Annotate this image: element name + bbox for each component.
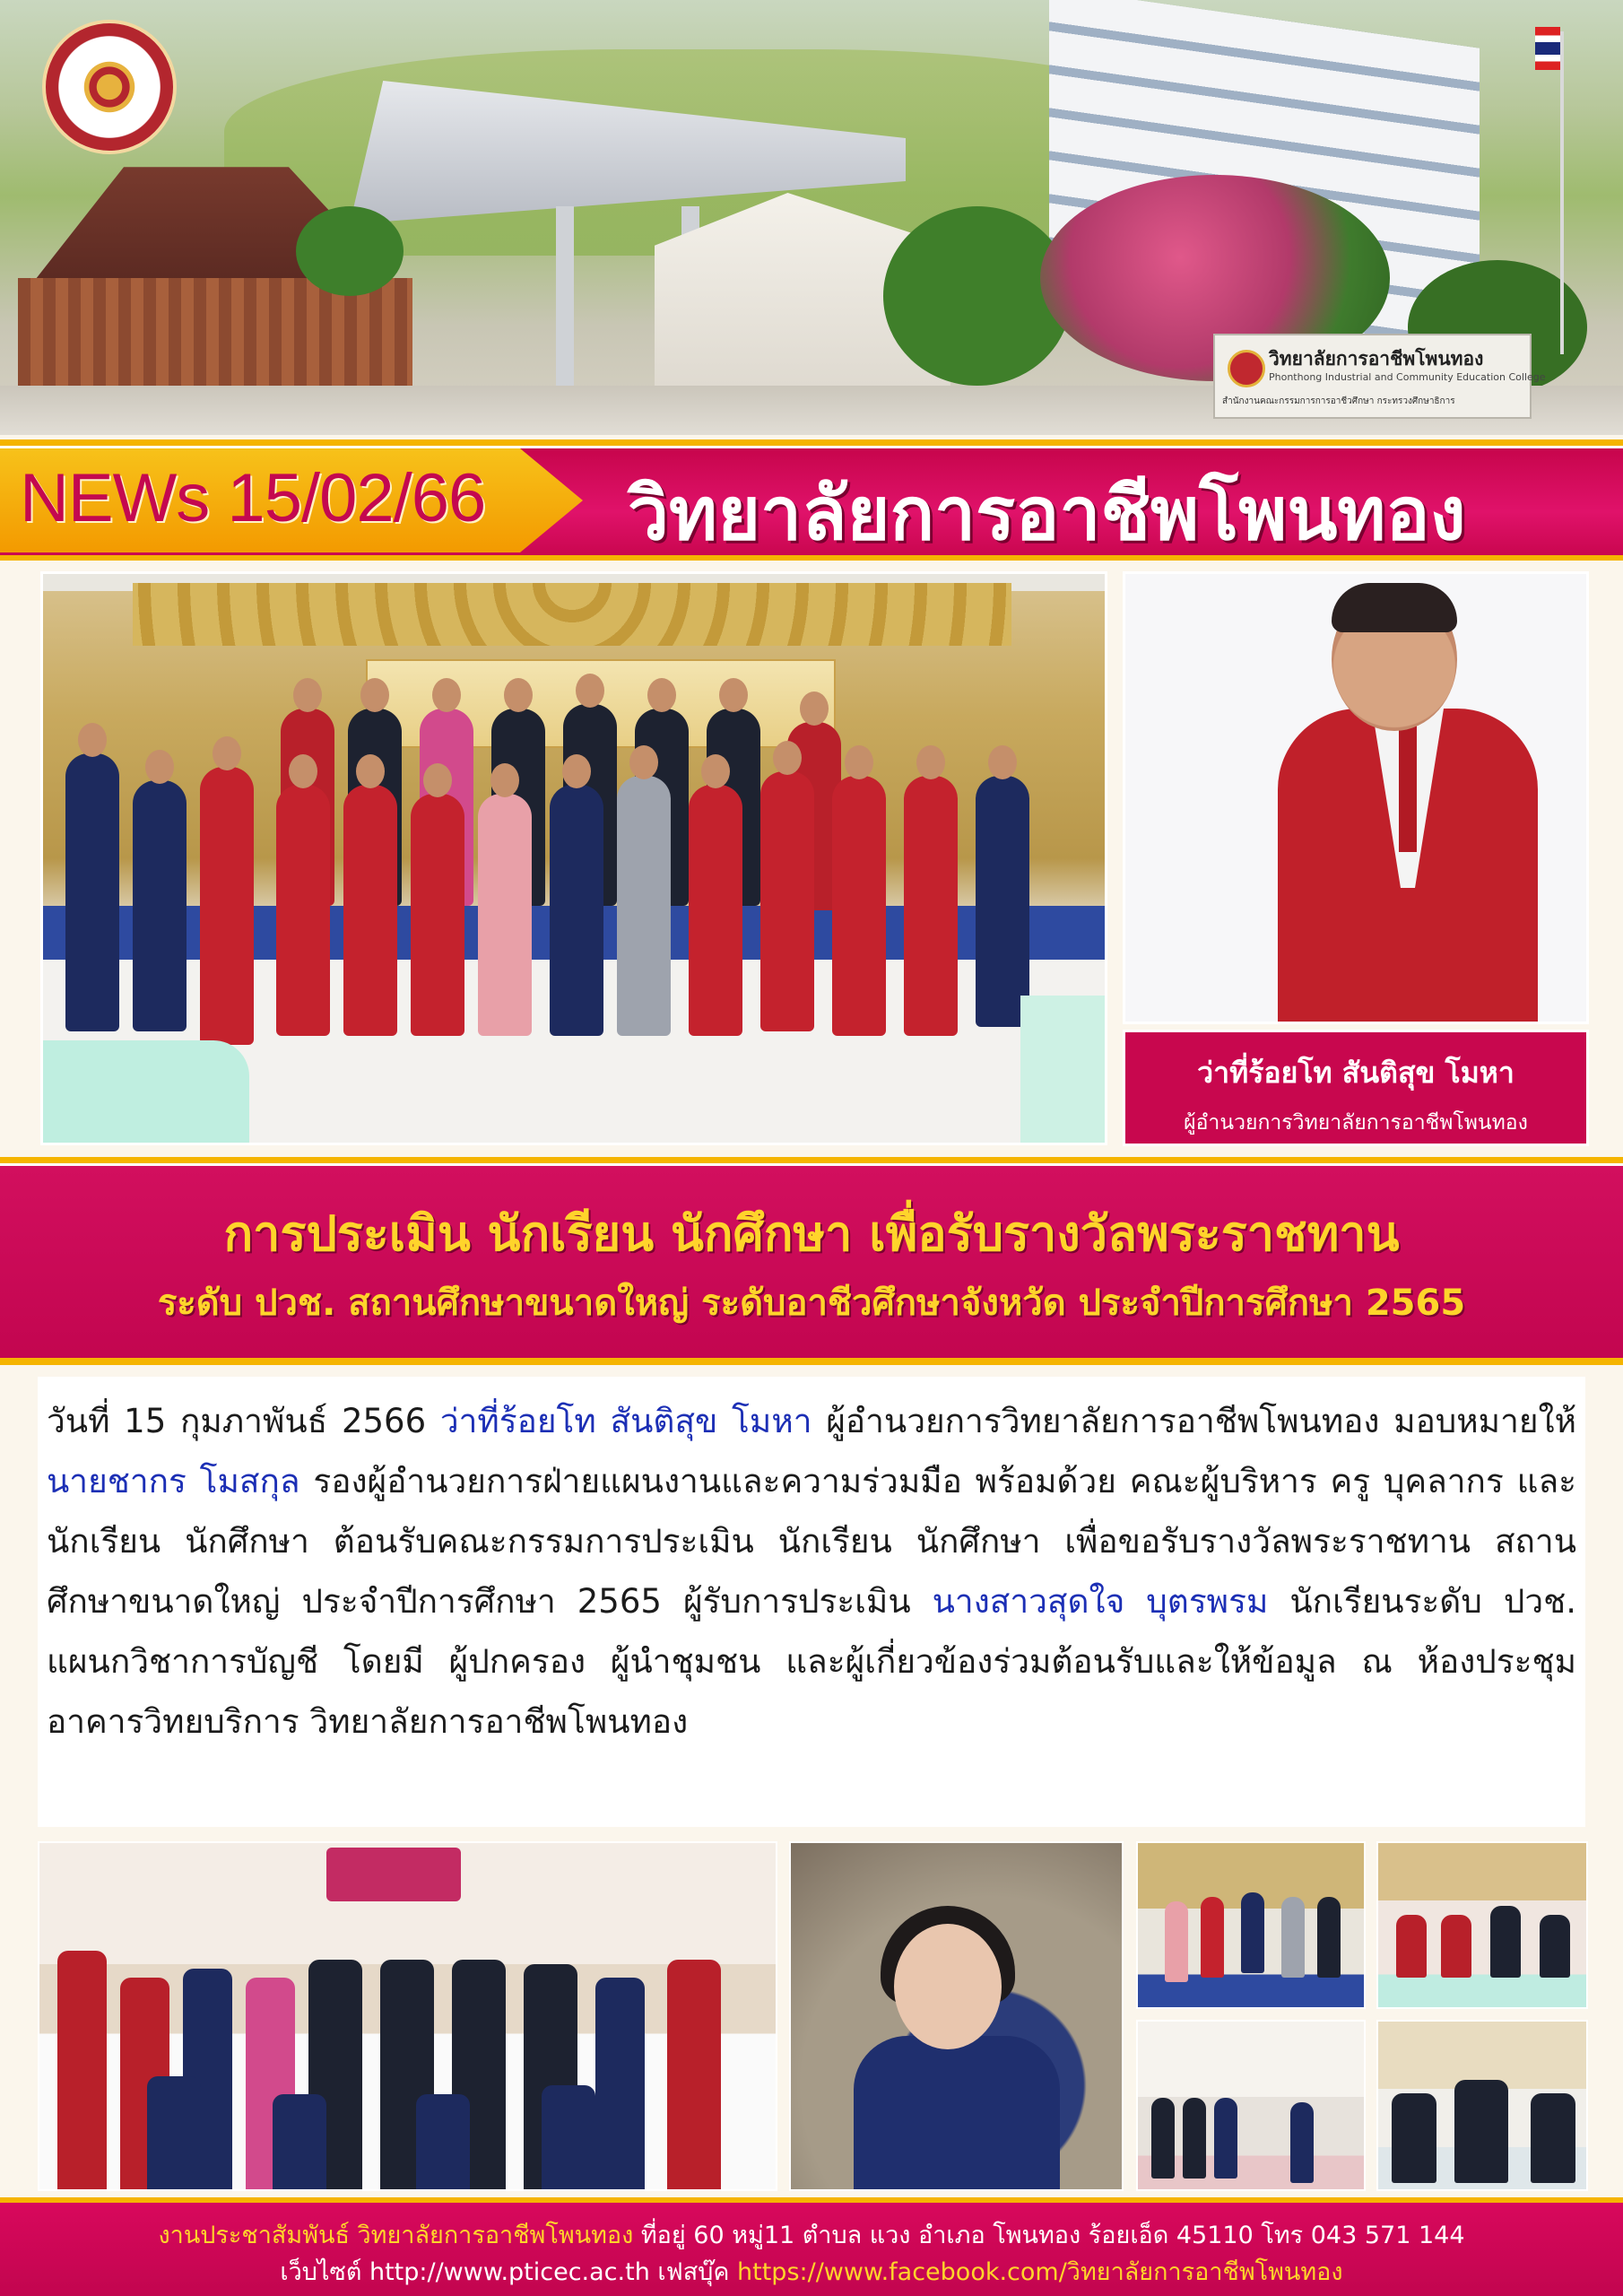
student-jacket (854, 2036, 1060, 2191)
person (1151, 2098, 1175, 2179)
article-text: รองผู้อำนวยการฝ่ายแผนงานและความร่วมมือ พร้อมด้วย คณะผู้บริหาร ครู บุคลากร และนักเรียน นักศึกษา ต้อนรับคณะกรรมการประเมิน นักเรียน นักศึกษา เพื่อขอรับรางวัลพระราชทาน สถานศึกษาขนาดใหญ่ ประจำปีการศึกษา 2565 ผู้รับการประเมิน (47, 1462, 1576, 1621)
footer-contact-line (0, 2215, 1623, 2254)
person (1183, 2098, 1206, 2179)
group-photo (40, 571, 1107, 1145)
person (200, 767, 254, 1045)
person (1241, 1892, 1264, 1973)
person (1317, 1897, 1341, 1978)
person (760, 771, 814, 1031)
person (1441, 1915, 1471, 1978)
student-face (894, 1924, 1002, 2049)
sign-name-en: Phonthong Industrial and Community Education College (1269, 371, 1546, 383)
sign-name-th: วิทยาลัยการอาชีพโพนทอง (1269, 347, 1484, 370)
headline-line-1: การประเมิน นักเรียน นักศึกษา เพื่อรับรางวัลพระราชทาน (223, 1205, 1400, 1262)
college-seal-icon (1228, 350, 1265, 387)
header-banner-photo (0, 0, 1623, 435)
college-logo-emblem (42, 20, 177, 154)
article-text: วันที่ 15 กุมภาพันธ์ 2566 (47, 1402, 440, 1440)
person (1540, 1915, 1570, 1978)
person (133, 780, 187, 1031)
student-name-link: นางสาวสุดใจ บุตรพรม (932, 1582, 1269, 1621)
thai-flag-icon (1535, 27, 1560, 70)
person (478, 794, 532, 1036)
stage-curtain-valance (133, 583, 1011, 646)
person (904, 776, 958, 1036)
person (416, 2094, 470, 2191)
person (411, 794, 464, 1036)
committee-meeting-photo (1376, 2020, 1588, 2191)
person (832, 776, 886, 1036)
person (343, 785, 397, 1036)
evaluation-group-photo (1136, 1841, 1366, 2009)
footer-address: ที่อยู่ 60 หมู่11 ตำบล แวง อำเภอ โพนทอง ร้อยเอ็ด 45110 โทร 043 571 144 (633, 2222, 1465, 2249)
facebook-link[interactable]: https://www.facebook.com/วิทยาลัยการอาชีพโพนทอง (737, 2258, 1343, 2286)
deputy-name-link: นายชากร โมสกุล (47, 1462, 300, 1500)
article-text: ผู้อำนวยการวิทยาลัยการอาชีพโพนทอง มอบหมายให้ (812, 1402, 1576, 1440)
person (65, 753, 119, 1031)
footer-links-line (0, 2252, 1623, 2291)
person (57, 1951, 107, 2191)
person (976, 776, 1029, 1027)
college-sign (1213, 334, 1546, 419)
person (1165, 1901, 1188, 1982)
website-link[interactable]: เว็บไซต์ http://www.pticec.ac.th (280, 2258, 650, 2286)
person (1454, 2080, 1508, 2183)
footer-department: งานประชาสัมพันธ์ วิทยาลัยการอาชีพโพนทอง (158, 2222, 634, 2249)
article-text: นักเรียนระดับ ปวช. แผนกวิชาการบัญชี โดยมี ผู้ปกครอง ผู้นำชุมชน และผู้เกี่ยวข้องร่วมต้อนรับและให้ข้อมูล ณ ห้องประชุมอาคารวิทยบริการ วิทยาลัยการอาชีพโพนทอง (47, 1582, 1576, 1741)
exhibition-photo (1136, 2020, 1366, 2191)
director-portrait (1123, 571, 1589, 1024)
director-tie (1399, 718, 1417, 852)
palm-tree (296, 206, 404, 296)
person (1392, 2093, 1436, 2183)
director-caption (1123, 1030, 1589, 1146)
department-sign (326, 1848, 461, 1901)
person (1214, 2098, 1237, 2179)
person (667, 1960, 721, 2191)
person (1396, 1915, 1427, 1978)
student-speaking-photo (789, 1841, 1124, 2191)
news-date-label: NEWs 15/02/66 (20, 460, 486, 536)
sign-agency: สำนักงานคณะกรรมการการอาชีวศึกษา กระทรวงศึกษาธิการ (1222, 396, 1455, 406)
facebook-label: เฟสบุ๊ค (649, 2258, 738, 2286)
director-hair (1332, 583, 1457, 632)
person (1490, 1906, 1521, 1978)
person (147, 2076, 201, 2191)
person (273, 2094, 326, 2191)
committee-table-photo (1376, 1841, 1588, 2009)
director-name: ว่าที่ร้อยโท สันติสุข โมหา (1197, 1056, 1515, 1090)
person (595, 1978, 645, 2191)
director-name-link: ว่าที่ร้อยโท สันติสุข โมหา (439, 1402, 812, 1440)
article-body (47, 1391, 1576, 1752)
person (1290, 2102, 1314, 2183)
person (542, 2085, 595, 2191)
person (276, 785, 330, 1036)
person (1201, 1897, 1224, 1978)
college-title: วิทยาลัยการอาชีพโพนทอง (628, 472, 1466, 557)
headline-line-2: ระดับ ปวช. สถานศึกษาขนาดใหญ่ ระดับอาชีวศึกษาจังหวัด ประจำปีการศึกษา 2565 (157, 1283, 1466, 1324)
accounting-department-photo (38, 1841, 777, 2191)
person (550, 785, 603, 1036)
table-cloth (43, 1040, 249, 1145)
person (1281, 1897, 1305, 1978)
person (689, 785, 742, 1036)
table-cloth (1020, 996, 1107, 1145)
director-position: ผู้อำนวยการวิทยาลัยการอาชีพโพนทอง (1184, 1111, 1528, 1135)
person (617, 776, 671, 1036)
person (1531, 2093, 1575, 2183)
flag-pole (1560, 31, 1564, 354)
